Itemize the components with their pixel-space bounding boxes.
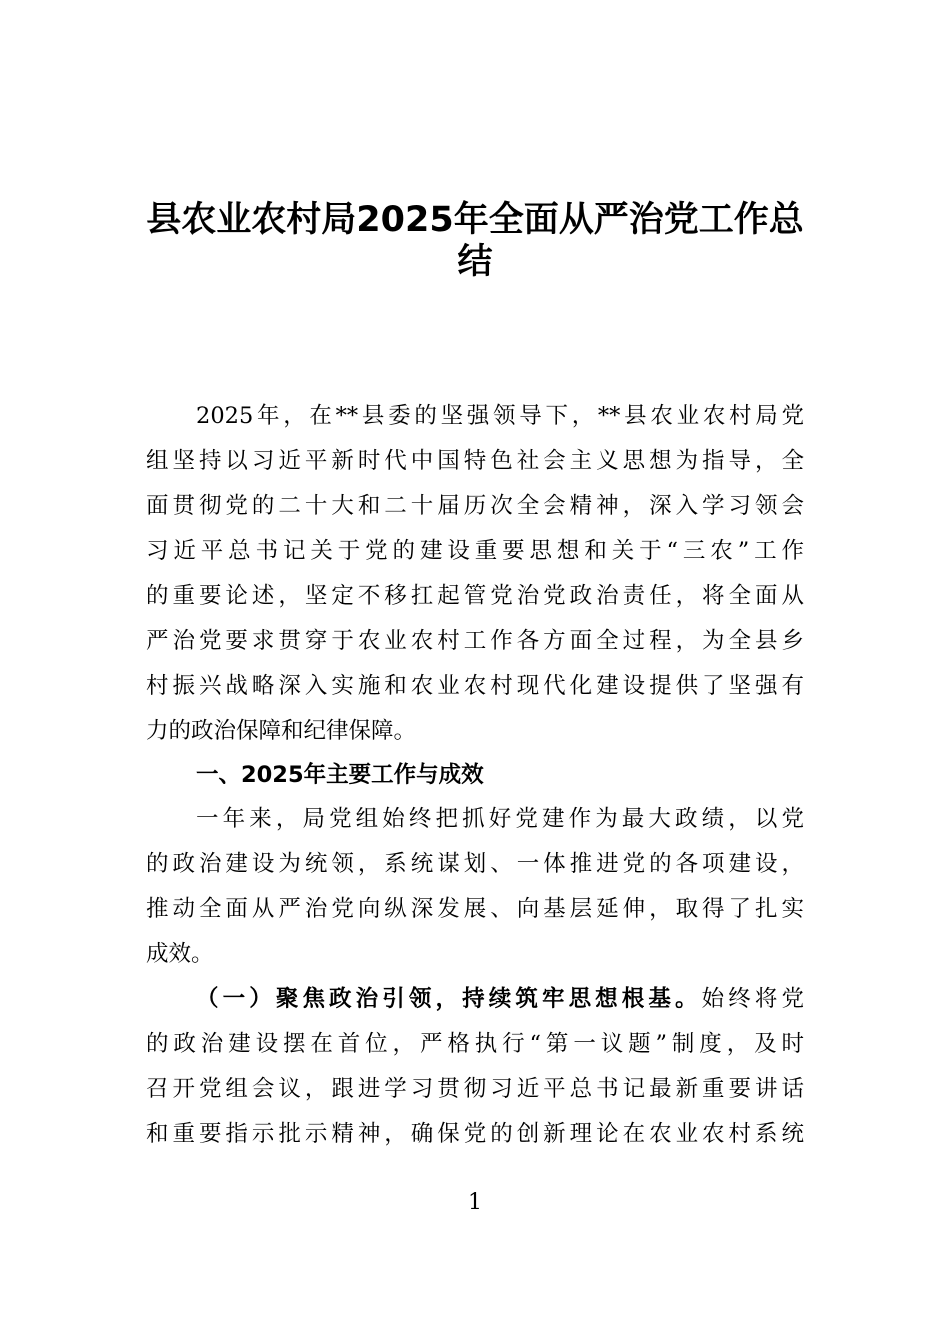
page-number: 1: [468, 1190, 482, 1215]
paragraph-3-line-1-rest: 始终将党: [701, 986, 804, 1012]
paragraph-1-line-5: 的重要论述，坚定不移扛起管党治党政治责任，将全面从: [146, 583, 804, 609]
paragraph-3-line-4: 和重要指示批示精神，确保党的创新理论在农业农村系统: [146, 1121, 804, 1147]
document-title-line-2: 结: [457, 242, 493, 282]
paragraph-1-line-8: 力的政治保障和纪律保障。: [146, 718, 417, 744]
paragraph-1-line-3: 面贯彻党的二十大和二十届历次全会精神，深入学习领会: [146, 493, 804, 519]
paragraph-1-line-1: 2025年，在**县委的坚强领导下，**县农业农村局党: [196, 403, 804, 429]
paragraph-1-line-7: 村振兴战略深入实施和农业农村现代化建设提供了坚强有: [146, 673, 804, 699]
section-1-heading: 一、2025年主要工作与成效: [196, 762, 484, 788]
subsection-1-heading: （一）聚焦政治引领，持续筑牢思想根基。: [196, 986, 702, 1012]
paragraph-1-line-2: 组坚持以习近平新时代中国特色社会主义思想为指导，全: [146, 448, 804, 474]
paragraph-3-line-1: [196, 984, 804, 1014]
document-title-line-1: 县农业农村局2025年全面从严治党工作总: [146, 200, 804, 240]
paragraph-1-line-4: 习近平总书记关于党的建设重要思想和关于“三农”工作: [146, 538, 804, 564]
paragraph-3-line-2: 的政治建设摆在首位，严格执行“第一议题”制度，及时: [146, 1031, 804, 1057]
paragraph-2-line-3: 推动全面从严治党向纵深发展、向基层延伸，取得了扎实: [146, 896, 804, 922]
paragraph-2-line-2: 的政治建设为统领，系统谋划、一体推进党的各项建设，: [146, 851, 804, 877]
paragraph-1-line-6: 严治党要求贯穿于农业农村工作各方面全过程，为全县乡: [146, 628, 804, 654]
paragraph-2-line-4: 成效。: [146, 941, 214, 967]
paragraph-3-line-3: 召开党组会议，跟进学习贯彻习近平总书记最新重要讲话: [146, 1076, 804, 1102]
paragraph-2-line-1: 一年来，局党组始终把抓好党建作为最大政绩，以党: [196, 806, 804, 832]
